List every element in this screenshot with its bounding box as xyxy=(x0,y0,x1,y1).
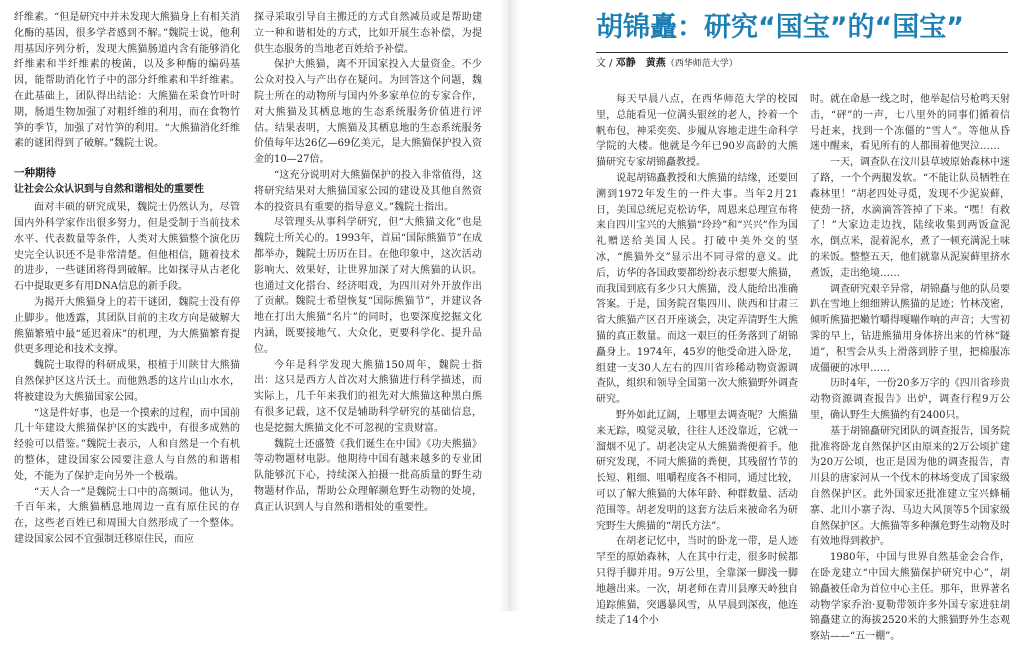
right-column-2 xyxy=(810,92,1010,643)
paragraph: 保护大熊猫，离不开国家投入大量资金。不少公众对投入与产出存在疑问。为回答这个问题，魏院士所在的动物所与国内外多家单位的专家合作，对大熊猫及其栖息地的生态系统服务价值进行评估。结果表明，大熊猫及其栖息地的生态系统服务价值每年达26亿—69亿美元，是大熊猫保护投入资金的10—27倍。 xyxy=(254,59,482,166)
paragraph: 尽管理头从事科学研究，但“大熊猫文化”也是魏院士所关心的。1993年，首届“国际熊猫节”在成都举办，魏院士历历在目。在他印象中，这次活动影响大、效果好，让世界加深了对大熊猫的认识。也通过文化搭台、经济唱戏，为四川对外开放作出了贡献。魏院士希望恢复“国际熊猫节”，并建议各地在打出大熊猫“名片”的同时，也要深度挖掘文化内涵，既要接地气、大众化，更要科学化、提升品位。 xyxy=(254,217,482,355)
paragraph: “这是件好事，也是一个摸索的过程，而中国前几十年建设大熊猫保护区的实践中，有很多成熟的经验可以借鉴。”魏院士表示，人和自然是一个有机的整体，建设国家公园要注意人与自然的和谐相处，不能为了保护走向另外一个极端。 xyxy=(14,407,240,482)
paragraph: 1980年，中国与世界自然基金会合作，在卧龙建立“中国大熊猫保护研究中心”，胡锦矗被任命为首位中心主任。那年，世界著名动物学家乔治·夏勒带领许多外国专家进驻胡锦矗建立的海拔2520米的大熊猫野外生态观察站——“五一棚”。 xyxy=(810,552,1010,643)
paragraph: 基于胡锦矗研究团队的调查报告，国务院批准将卧龙自然保护区由原来的2万公顷扩建为20万公顷，也正是因为他的调查报告，青川县的唐家河从一个伐木的林场变成了国家级自然保护区。此外国家还批准建立宝兴蜂桶寨、北川小寨子沟、马边大风顶等5个国家级自然保护区。大熊猫等多种濒危野生动物及时有效地得到救护。 xyxy=(810,425,1010,548)
section-title: 一种期待 xyxy=(14,167,56,180)
paragraph: 在胡老记忆中，当时的卧龙一带，是人迹罕至的原始森林，人在其中行走，很多时候都只得手脚并用。9万公里，全靠深一脚浅一脚地趟出来。一次，胡老师在青川县摩天岭独自追踪熊猫，突遇暴风雪，从早晨到深夜，他连续走了14个小 xyxy=(596,536,798,627)
byline-prefix: 文 / xyxy=(596,58,616,69)
left-column-2 xyxy=(254,10,482,611)
section-subtitle: 让社会公众认识到与自然和谐相处的重要性 xyxy=(14,184,204,196)
byline-authors: 邓静 黄燕 xyxy=(615,58,666,69)
paragraph: 野外如此辽阔，上哪里去调查呢？大熊猫来无踪，嗅觉灵敏，往往人还没靠近，它就一溜烟不见了。胡老决定从大熊猫粪便着手。他研究发现，不同大熊猫的粪便，其残留竹节的长短、粗细、咀嚼程度各不相同，通过比较，可以了解大熊猫的大体年龄、种群数量、活动范围等。胡老发明的这套方法后来被命名为研究野生大熊猫的“胡氏方法”。 xyxy=(596,409,798,532)
paragraph: 一天，调查队在汶川县草坡原始森林中迷了路，一个个两腿发软。“不能让队员牺牲在森林里！”胡老四处寻觅，发现不少泥炭藓，使劲一挤，水滴滴答答掉了下来。“嘿！有救了！”大家边走边找，陆续收集到两饭盒泥水，倒点米，混着泥水，煮了一顿充满泥土味的米饭。整整五天，他们就靠从泥炭藓里挤水煮饭，走出绝境…… xyxy=(810,157,1010,279)
paragraph: 探寻采取引导自主搬迁的方式自然减员或是帮助建立一种和谐相处的方式，比如开展生态补偿，为提供生态服务的当地老百姓给予补偿。 xyxy=(254,12,482,55)
paragraph: 每天早晨八点，在西华师范大学的校园里，总能看见一位满头银丝的老人，拎着一个帆布包，神采奕奕、步履从容地走进生命科学学院的大楼。他就是今年已90岁高龄的大熊猫研究专家胡锦矗教授。 xyxy=(596,94,798,169)
paragraph: 时。就在命悬一线之时，他举起信号枪鸣天射击，“砰”的一声，七八里外的同事们循着信号赶来，找到一个冻僵的“雪人”。等他从昏迷中醒来，看见所有的人都围着他哭泣…… xyxy=(810,94,1010,153)
title-divider xyxy=(596,52,1008,53)
paragraph: 面对丰硕的研究成果，魏院士仍然认为，尽管国内外科学家作出很多努力，但是受制于当前技术水平、代表数量等条件，人类对大熊猫整个演化历史完全认识还不是非常清楚。但他相信，随着技术的进步，一些谜团将得到破解。比如探寻从古老化石中提取更多有用DNA信息的新手段。 xyxy=(14,202,240,293)
paragraph: 纤维素。“但是研究中并未发现大熊猫身上有相关消化酶的基因，很多学者感到不解。”魏院士说，他利用基因序列分析，发现大熊猫肠道内含有能够消化纤维素和半纤维素的梭菌，以及多种酶的编码基因，能帮助消化竹子中的部分纤维素和半纤维素。在此基础上，团队得出结论：大熊猫在采食竹叶时期，肠道生物加强了对粗纤维的利用，而在食物竹笋的季节，加强了对竹笋的利用。“大熊猫消化纤维素的谜团得到了破解。”魏院士说。 xyxy=(14,12,240,150)
paragraph: 今年是科学发现大熊猫150周年，魏院士指出：这只是西方人首次对大熊猫进行科学描述，而实际上，几千年来我们的祖先对大熊猫这种黑白熊有很多记载，这不仅是辅助科学研究的基础信息，也是挖掘大熊猫文化不可忽视的宝贵财富。 xyxy=(254,359,482,434)
paragraph: 为揭开大熊猫身上的若干谜团，魏院士没有停止脚步。他透露，其团队目前的主攻方向是破解大熊猫繁殖中最“延迟着床”的机理，为大熊猫繁育提供更多理论和技术支撑。 xyxy=(14,296,240,356)
paragraph: 魏院士取得的科研成果，根植于川陕甘大熊猫自然保护区这片沃土。而他熟悉的这片山山水水，将被建设为大熊猫国家公园。 xyxy=(14,360,240,403)
article-title: 胡锦矗：研究“国宝”的“国宝” xyxy=(596,12,964,43)
left-page xyxy=(0,0,500,611)
byline xyxy=(596,57,738,71)
byline-affiliation: （西华师范大学） xyxy=(665,59,738,69)
paragraph: 调查研究艰辛异常，胡锦矗与他的队员要趴在雪地上细细辨认熊猫的足迹；竹林茂密，倾听熊猫把嫩竹嚼得嘎嘣作响的声音；大雪初霁的早上，钻进熊猫用身体挤出来的竹林“隧道”，积雪会从头上滑落到脖子里，把棉服冻成僵硬的冰甲…… xyxy=(810,283,1010,374)
paragraph: 历时4年，一份20多万字的《四川省珍贵动物资源调查报告》出炉，调查行程9万公里，确认野生大熊猫约有2400只。 xyxy=(810,378,1010,421)
paragraph: 说起胡锦矗教授和大熊猫的结缘，还要回溯到1972年发生的一件大事。当年2月21日，美国总统尼克松访华，周恩来总理宣布将来自四川宝兴的大熊猫“玲玲”和“兴兴”作为国礼赠送给美国人民。打破中美外交的坚冰，“熊猫外交”显示出不同寻常的意义。此后，访华的各国政要都纷纷表示想要大熊猫，而我国到底有多少只大熊猫，没人能给出准确答案。于是，国务院召集四川、陕西和甘肃三省大熊猫产区召开座谈会，决定弄清野生大熊猫的真正数量。而这一艰巨的任务落到了胡锦矗身上。1974年，45岁的他受命进入卧龙，组建一支30人左右的四川省珍稀动物资源调查队，组织和领导全国第一次大熊猫野外调查研究。 xyxy=(596,172,798,406)
right-page xyxy=(520,0,1031,643)
right-column-1 xyxy=(596,92,798,627)
page-gutter xyxy=(500,0,520,611)
left-column-1 xyxy=(14,10,240,611)
paragraph: “天人合一”是魏院士口中的高频词。他认为，千百年来，大熊猫栖息地周边一直有原住民的存在，这些老百姓已和周围大自然形成了一个整体。建设国家公园不宜强制迁移原住民，而应 xyxy=(14,486,240,545)
paragraph: 魏院士还盛赞《我们诞生在中国》《功夫熊猫》等动物题材电影。他期待中国有越来越多的专业团队能够沉下心，持续深入拍摄一批高质量的野生动物题材作品，帮助公众理解濒危野生动物的处境，真正认识到人与自然和谐相处的重要性。 xyxy=(254,438,482,513)
paragraph: “这充分说明对大熊猫保护的投入非常值得，这将研究结果对大熊猫国家公园的建设及其他自然资本的投资具有重要的指导意义。”魏院士指出。 xyxy=(254,169,482,213)
